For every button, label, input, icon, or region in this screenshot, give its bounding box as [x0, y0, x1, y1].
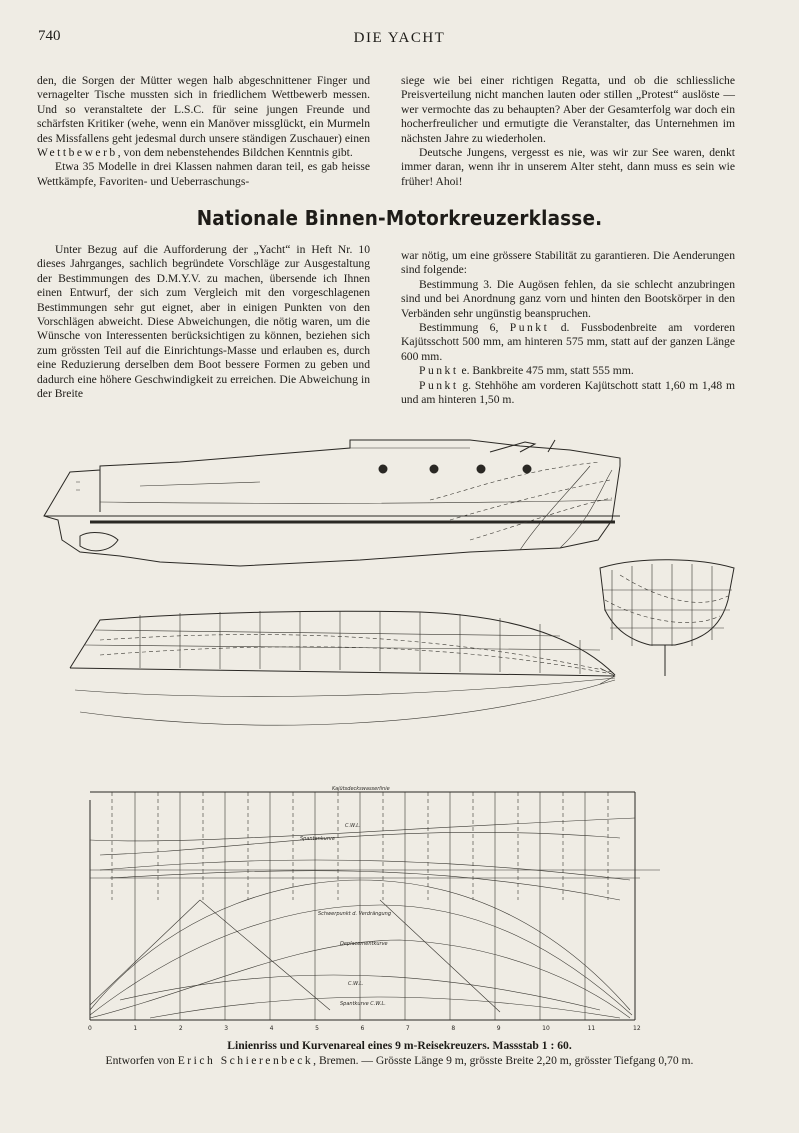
col1-text-a: den, die Sorgen der Mütter wegen halb abgeschnittener Finger und vernagelter Tische mussten sich in friedlichem Wettbewerb messen. Und so veranstaltete der L.S.C. für seine jungen Freunde und schärfsten Kritiker (wehe, wenn ein Manöver missglückt, ein Murmeln des Missfallens geht jedesmal durch unsere ständigen Zuschauer) einen — [37, 74, 370, 145]
profile-view — [44, 440, 620, 566]
station-tick-label: 4 — [269, 1025, 274, 1032]
b6-punkt: Punkt — [509, 321, 550, 335]
col2-paragraph: siege wie bei einer richtigen Regatta, und ob die schliessliche Preisverteilung nicht manchen lauten oder stillen „Protest“ auslöste — wer vermochte das zu behaupten? Aber der Gesamterfolg war doch ein hocherfreulicher und ermutigte die Veranstalter, das Unternehmen im nächsten Jahre zu wiederholen. — [401, 74, 735, 145]
label-l6: C.W.L. — [348, 981, 364, 987]
credit-name: Erich Schierenbeck — [177, 1054, 314, 1067]
col2-paragraph-2: Deutsche Jungens, vergesst es nie, was wir zur See waren, denkt immer daran, wenn ihr in unserem Alter steht, dann muss es sein wie früher! Ahoi! — [401, 146, 735, 188]
figure-caption-title: Linienriss und Kurvenareal eines 9 m-Reisekreuzers. Massstab 1 : 60. — [227, 1039, 572, 1052]
col3-paragraph: Unter Bezug auf die Aufforderung der „Yacht“ in Heft Nr. 10 dieses Jahrganges, sachlich begründete Vorschläge zur Ausgestaltung der Bestimmungen des D.M.Y.V. zu machen, übersende ich Ihnen einen Entwurf, der sich zum Vergleich mit den vorgeschlagenen Bestimmungen sehr gut eignet, aber in einigen Punkten von den Vorschlägen abweicht. Diese Abweichungen, die nötig waren, um die Wünsche von Interessenten berücksichtigen zu können, beziehen sich zum grössten Teil auf die Einrichtungs-Masse und erlauben es, durch eine Reduzierung derselben dem Boot bessere Formen zu geben und dadurch eine höhere Geschwindigkeit zu erreichen. Die Abweichung in der Breite — [37, 243, 370, 401]
station-tick-label: 5 — [315, 1025, 319, 1032]
station-tick-label: 8 — [451, 1025, 456, 1032]
b6-post: d. Fussbodenbreite am vorderen Kajütsschott 500 mm, am hinteren 575 mm, statt auf der ganzen Länge 600 mm. — [401, 321, 735, 363]
credit-pre: Entworfen von — [105, 1054, 175, 1067]
station-tick-label: 11 — [587, 1025, 596, 1032]
pg-punkt: Punkt — [419, 378, 459, 392]
col4-bestimmung-3: Bestimmung 3. Die Augösen fehlen, da sie schlecht anzubringen sind und bei Anordnung ganz vorn und hinten den Bootskörper in den Verbänden sehr ungünstig beanspruchen. — [401, 277, 735, 320]
station-tick-label: 12 — [633, 1025, 641, 1032]
col1-spaced-word: Wettbewerb — [37, 146, 118, 160]
station-tick-label: 0 — [88, 1025, 92, 1032]
station-tick-label: 6 — [360, 1025, 365, 1032]
credit-post: , Bremen. — Grösste Länge 9 m, grösste Breite 2,20 m, grösster Tiefgang 0,70 m. — [313, 1054, 694, 1067]
station-ticks — [88, 1025, 641, 1032]
label-l3: Spantenkurve — [300, 836, 335, 842]
label-l4: Schwerpunkt d. Verdrängung — [318, 911, 392, 917]
station-tick-label: 2 — [178, 1025, 183, 1032]
station-tick-label: 9 — [496, 1025, 501, 1032]
station-tick-label: 10 — [542, 1025, 550, 1032]
half-breadth-plan — [70, 611, 615, 725]
label-l7: Spantkurve C.W.L. — [340, 1001, 386, 1007]
label-l1: Kajütsdeckswasserlinie — [332, 786, 390, 792]
b6-pre: Bestimmung 6, — [419, 321, 499, 335]
col1-text-b: , von dem nebenstehendes Bildchen Kenntnis gibt. — [117, 146, 353, 160]
article-headline: Nationale Binnen-Motorkreuzerklasse. — [196, 206, 603, 230]
station-tick-label: 1 — [133, 1025, 138, 1032]
running-title: DIE YACHT — [353, 30, 446, 46]
pe-post: e. Bankbreite 475 mm, statt 555 mm. — [461, 364, 634, 378]
label-l2: C.W.L. — [345, 823, 361, 829]
col1-paragraph-2: Etwa 35 Modelle in drei Klassen nahmen daran teil, es gab heisse Wettkämpfe, Favoriten- und Ueberraschungs- — [37, 160, 370, 188]
pg-post: g. Stehhöhe am vorderen Kajütschott statt 1,60 m 1,48 m und am hinteren 1,50 m. — [401, 378, 735, 407]
figure-caption-credit — [0, 1054, 799, 1067]
station-tick-label: 3 — [224, 1025, 229, 1032]
station-tick-label: 7 — [405, 1025, 410, 1032]
label-l5: Deplacementkurve — [340, 941, 388, 947]
body-plan — [600, 560, 734, 676]
page-number: 740 — [38, 28, 61, 44]
curve-area-plan — [88, 786, 660, 1032]
pe-punkt: Punkt — [419, 364, 459, 378]
col4-intro: war nötig, um eine grössere Stabilität zu garantieren. Die Aenderungen sind folgende: — [401, 249, 735, 277]
